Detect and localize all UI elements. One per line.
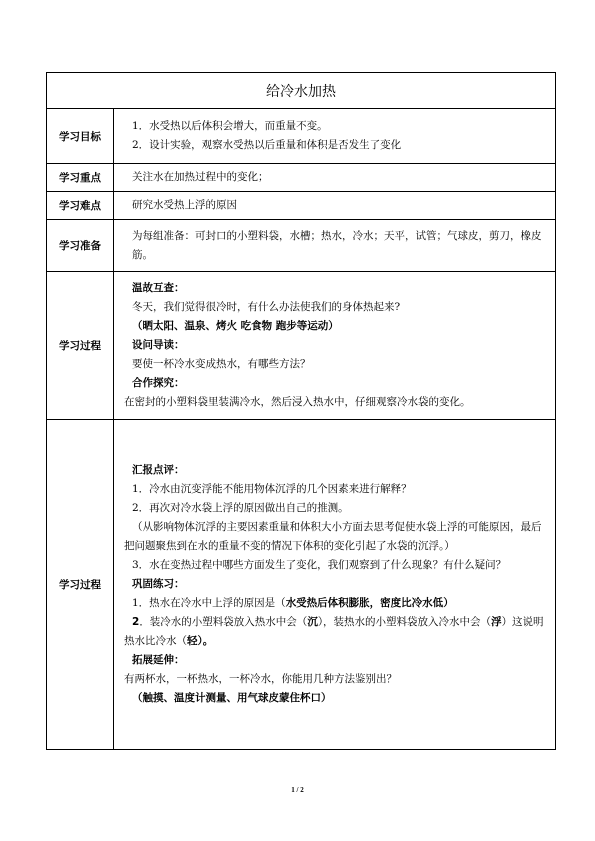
practice-2-text-c: ）这说明热水比冷水（: [124, 616, 544, 647]
goal-line-2: 2．设计实验，观察水受热以后重量和体积是否发生了变化: [132, 139, 402, 151]
practice-2-answer-1: 沉: [307, 616, 318, 628]
row-focus: [47, 164, 556, 192]
row-goal: [47, 109, 556, 164]
guide-heading: 设问导读：: [132, 339, 185, 351]
review-heading: 温故互查：: [132, 282, 185, 294]
report-q2: 2．再次对冷水袋上浮的原因做出自己的推测。: [132, 502, 349, 514]
row-prep: [47, 220, 556, 272]
practice-2-text-b: ），装热水的小塑料袋放入冷水中会（: [317, 616, 492, 628]
extend-heading: 拓展延伸：: [132, 654, 185, 666]
review-answer: （晒太阳、温泉、烤火 吃食物 跑步等运动）: [132, 320, 339, 332]
review-question: 冬天，我们觉得很冷时，有什么办法使我们的身体热起来?: [132, 301, 401, 313]
report-q1: 1．冷水由沉变浮能不能用物体沉浮的几个因素来进行解释？: [132, 483, 412, 495]
practice-heading: 巩固练习：: [132, 578, 185, 590]
row-process-1: [47, 272, 556, 420]
lesson-plan-table: [46, 72, 556, 750]
practice-2-number: 2: [132, 616, 140, 628]
practice-2-text-a: ．装冷水的小塑料袋放入热水中会（: [139, 616, 308, 628]
row-label-focus: 学习重点: [47, 164, 114, 192]
row-content-process-2: [114, 420, 556, 750]
row-content-goal: [114, 109, 556, 164]
row-process-2: [47, 420, 556, 750]
title-row: [47, 73, 556, 109]
focus-text: 关注水在加热过程中的变化；: [132, 171, 269, 183]
explore-text: 在密封的小塑料袋里装满冷水，然后浸入热水中，仔细观察冷水袋的变化。: [124, 396, 471, 408]
report-heading: 汇报点评：: [132, 464, 185, 476]
practice-2-answer-3: 轻: [187, 635, 198, 647]
row-label-prep: 学习准备: [47, 220, 114, 272]
row-label-goal: 学习目标: [47, 109, 114, 164]
goal-line-1: 1．水受热以后体积会增大，而重量不变。: [132, 120, 328, 132]
document-title: 给冷水加热: [47, 73, 556, 109]
row-label-difficulty: 学习难点: [47, 192, 114, 220]
practice-1-text: 1．热水在冷水中上浮的原因是（: [132, 597, 286, 609]
explore-heading: 合作探究：: [132, 377, 185, 389]
row-content-difficulty: [114, 192, 556, 220]
extend-question: 有两杯水，一杯热水，一杯冷水，你能用几种方法鉴别出？: [124, 673, 397, 685]
difficulty-text: 研究水受热上浮的原因: [132, 199, 237, 211]
practice-1-close: ）: [443, 597, 454, 609]
row-content-process-1: [114, 272, 556, 420]
row-content-focus: [114, 164, 556, 192]
practice-item-1: [122, 594, 547, 613]
row-difficulty: [47, 192, 556, 220]
page-number: 1 / 2: [291, 786, 304, 794]
practice-item-2: [122, 613, 547, 651]
extend-answer: （触摸、温度计测量、用气球皮蒙住杯口）: [132, 692, 332, 704]
practice-2-text-d: ）。: [197, 635, 214, 647]
row-label-process-1: 学习过程: [47, 272, 114, 420]
prep-text: 为每组准备：可封口的小塑料袋，水槽；热水，冷水；天平，试管；气球皮，剪刀，橡皮筋。: [132, 229, 542, 261]
report-q3: 3．水在变热过程中哪些方面发生了变化，我们观察到了什么现象？有什么疑问？: [132, 559, 507, 571]
guide-question: 要使一杯冷水变成热水，有哪些方法？: [132, 358, 311, 370]
row-label-process-2: 学习过程: [47, 420, 114, 750]
report-note: （从影响物体沉浮的主要因素重量和体积大小方面去思考促使水袋上浮的可能原因，最后把问题聚焦到在水的重量不变的情况下体积的变化引起了水袋的沉浮。）: [124, 521, 542, 552]
practice-2-answer-2: 浮: [491, 616, 502, 628]
practice-1-answer: 水受热后体积膨胀，密度比冷水低: [285, 597, 444, 609]
row-content-prep: [114, 220, 556, 272]
